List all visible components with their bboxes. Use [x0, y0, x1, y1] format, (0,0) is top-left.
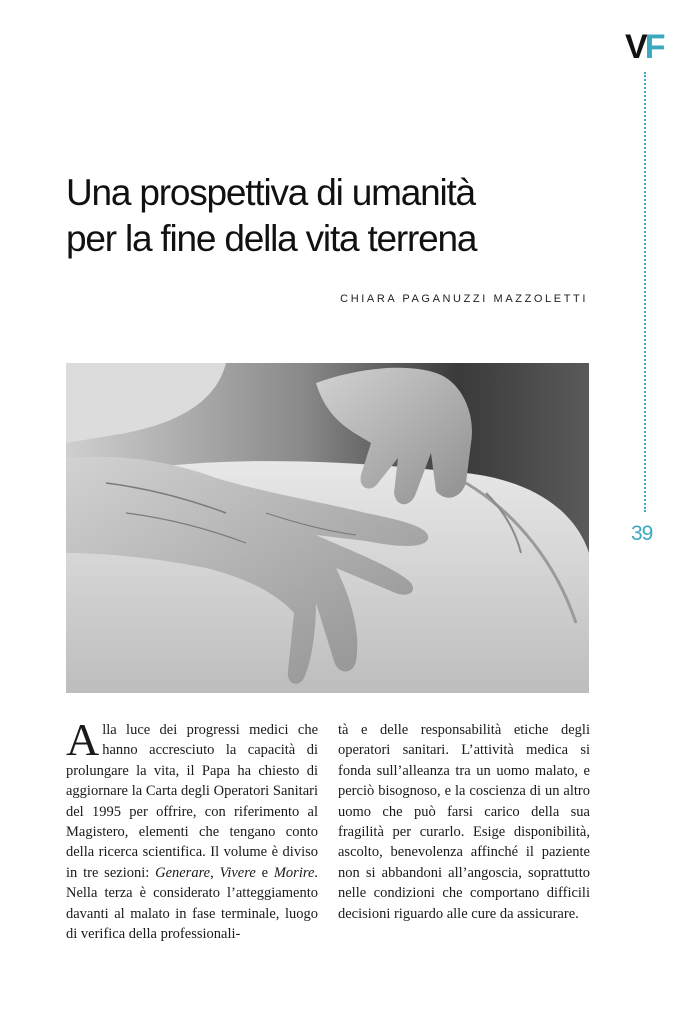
col1-text-part-b: . Nella terza è considerato l’atteggiamento davanti al malato in fase terminale, luogo di verifica della professionali-	[66, 864, 319, 943]
dotted-margin-rule	[644, 72, 646, 512]
section-name-morire: Morire	[273, 864, 315, 881]
drop-cap: A	[66, 714, 100, 765]
article-photo	[66, 363, 589, 693]
article-author: CHIARA PAGANUZZI MAZZOLETTI	[340, 293, 588, 305]
page-number: 39	[631, 522, 653, 545]
body-column-1	[66, 714, 319, 944]
section-name-vivere: Vivere	[219, 864, 256, 881]
body-column-2: tà e delle responsabilità etiche degli operatori sanitari. L’attività medica si fonda sull’alleanza tra un uomo malato, e perciò bisognoso, e la coscienza di un altro uomo che può farsi carico della sua fragilità per curarlo. Esige disponibilità, ascolto, benevolenza affinché il paziente non si abbandoni all’angoscia, soprattutto nelle condizioni che comportano difficili decisioni riguardo alle cure da assicurare.	[338, 722, 590, 922]
logo-letter-v: V	[625, 28, 645, 66]
magazine-logo	[625, 30, 662, 64]
title-line-1: Una prospettiva di umanità	[66, 172, 475, 213]
col1-separator-1: ,	[210, 864, 220, 881]
logo-letter-f: F	[644, 28, 663, 66]
title-line-2: per la fine della vita terrena	[66, 218, 477, 259]
col1-text-part-a: lla luce dei progressi medici che hanno accresciuto la capacità di prolungare la vita, il Papa ha chiesto di aggiornare la Carta degli Operatori Sanitari del 1995 per offrire, con riferimento al Magistero, elementi che tengano conto della ricerca scientifica. Il volume è diviso in tre sezioni:	[66, 722, 318, 881]
section-name-generare: Generare	[155, 864, 211, 881]
col1-separator-2: e	[255, 864, 274, 881]
hands-photo-illustration	[66, 363, 589, 693]
article-title	[66, 170, 596, 262]
